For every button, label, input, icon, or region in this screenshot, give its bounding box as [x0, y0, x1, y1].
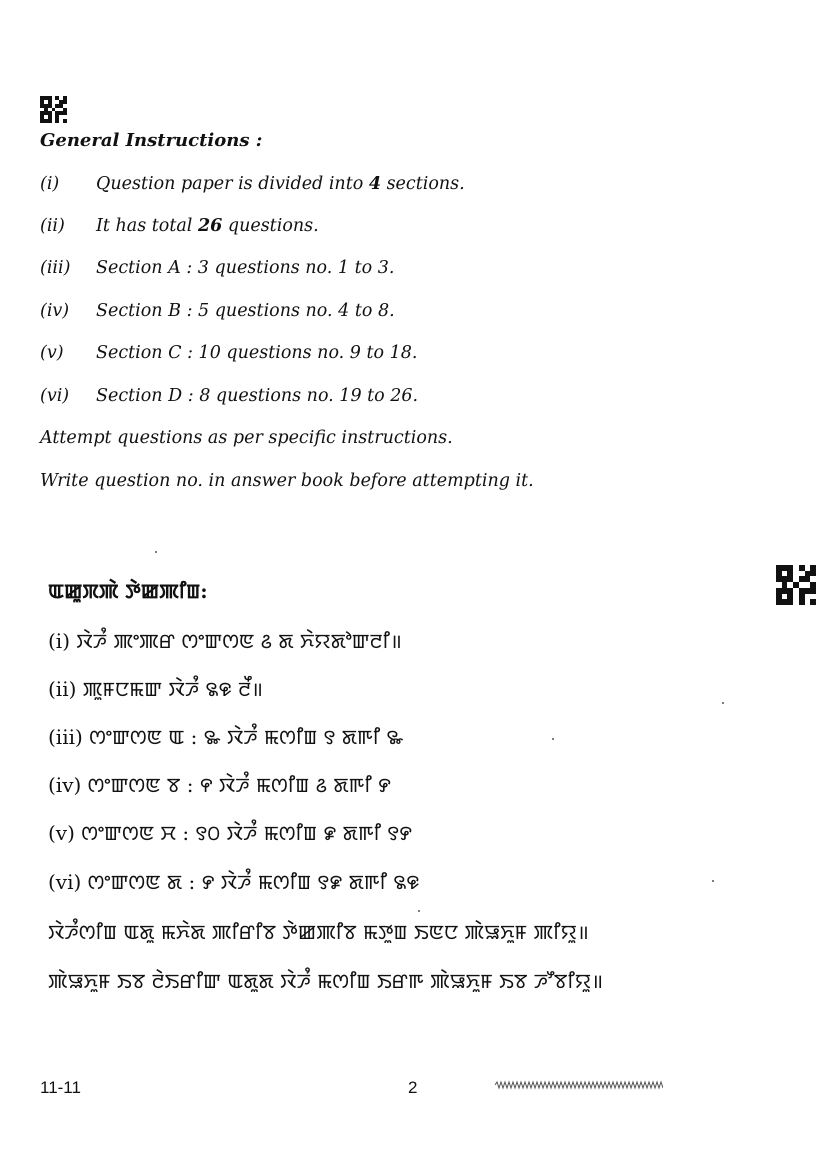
manipuri-line: ꯋꯥꯍꯪꯁꯤꯡ ꯑꯗꯨ ꯃꯈꯥꯗ ꯄꯤꯔꯤꯕ ꯇꯥꯀꯄꯤꯕ ꯃꯇꯨꯡ ꯏꯟꯅ ꯄꯥꯎꯈꯨꯝ ꯄꯤꯌꯨ॥ [48, 920, 589, 944]
item-text: Section B : 5 questions no. 4 to 8. [96, 301, 395, 321]
general-instructions-heading: General Instructions : [40, 130, 263, 151]
qr-code-icon [40, 96, 67, 123]
instruction-line: Write question no. in answer book before attempting it. [40, 471, 534, 491]
item-text: Section D : 8 questions no. 19 to 26. [96, 386, 419, 406]
manipuri-item: (vi) ꯁꯦꯛꯁꯟ ꯗ : ꯸ ꯋꯥꯍꯪ ꯃꯁꯤꯡ ꯱꯹ ꯗꯒꯤ ꯲꯶ [48, 870, 420, 894]
qr-code-icon [776, 565, 816, 605]
manipuri-line: ꯄꯥꯎꯈꯨꯝ ꯏꯕ ꯂꯥꯏꯔꯤꯛ ꯑꯗꯨꯗ ꯋꯥꯍꯪ ꯃꯁꯤꯡ ꯏꯔꯒ ꯄꯥꯎꯈꯨꯝ ꯏꯕ ꯍꯧꯕꯤꯌꯨ॥ [48, 969, 604, 993]
item-text: Question paper is divided into 4 sections. [96, 174, 465, 194]
item-number: (v) [40, 343, 64, 363]
scan-speck [712, 880, 714, 882]
item-number: (ii) [40, 216, 65, 236]
page-number: 2 [408, 1078, 418, 1097]
item-text: Section C : 10 questions no. 9 to 18. [96, 343, 418, 363]
manipuri-instructions-heading: ꯑꯀꯨꯞꯄꯥ ꯇꯥꯀꯄꯤꯡ: [48, 579, 208, 603]
paper-code: 11-11 [40, 1078, 81, 1097]
item-number: (vi) [40, 386, 70, 406]
manipuri-item: (i) ꯋꯥꯍꯪ ꯄꯦꯄꯔ ꯁꯦꯛꯁꯟ ꯴ ꯗ ꯈꯥꯌꯗꯣꯛꯂꯤ॥ [48, 629, 402, 653]
wavy-line-decoration [495, 1080, 663, 1090]
scan-speck [552, 738, 554, 740]
item-number: (iv) [40, 301, 70, 321]
item-text: Section A : 3 questions no. 1 to 3. [96, 258, 395, 278]
scan-speck [155, 551, 157, 553]
manipuri-item: (v) ꯁꯦꯛꯁꯟ ꯆ : ꯱꯰ ꯋꯥꯍꯪ ꯃꯁꯤꯡ ꯹ ꯗꯒꯤ ꯱꯸ [48, 821, 413, 845]
item-number: (i) [40, 174, 60, 194]
manipuri-item: (ii) ꯄꯨꯝꯅꯃꯛ ꯋꯥꯍꯪ ꯲꯶ ꯂꯩ॥ [48, 677, 264, 701]
item-number: (iii) [40, 258, 71, 278]
scan-speck [722, 702, 724, 704]
scan-speck [418, 910, 420, 912]
manipuri-item: (iii) ꯁꯦꯛꯁꯟ ꯑ : ꯳ ꯋꯥꯍꯪ ꯃꯁꯤꯡ ꯱ ꯗꯒꯤ ꯳ [48, 725, 404, 749]
manipuri-item: (iv) ꯁꯦꯛꯁꯟ ꯕ : ꯵ ꯋꯥꯍꯪ ꯃꯁꯤꯡ ꯴ ꯗꯒꯤ ꯸ [48, 773, 391, 797]
item-text: It has total 26 questions. [96, 216, 319, 236]
instruction-line: Attempt questions as per specific instructions. [40, 428, 453, 448]
